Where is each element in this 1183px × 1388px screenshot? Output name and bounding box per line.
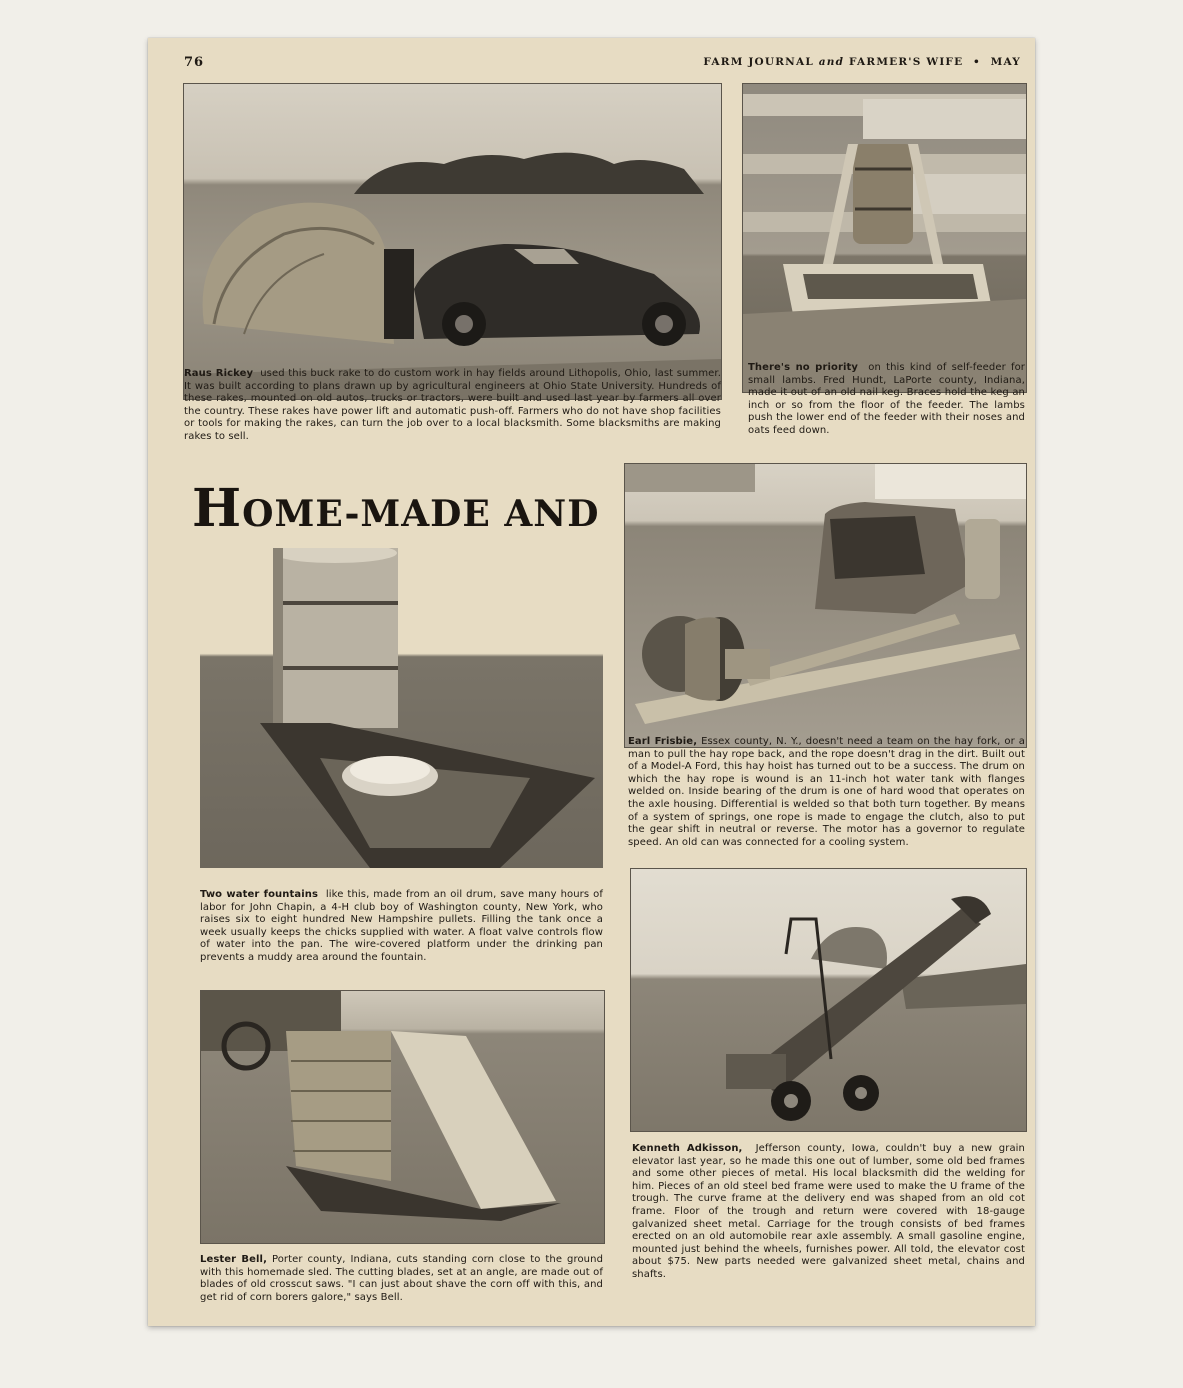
masthead: FARM JOURNAL and FARMER'S WIFE • MAY [703, 56, 1021, 68]
caption-priority: There's no priority on this kind of self-feeder for small lambs. Fred Hundt, LaPorte county, Indiana, made it out of an old nail keg. Braces hold the keg an inch or so from the floor of the feeder. The lambs push the lower end of the feeder with their noses and oats feed down. [748, 362, 1026, 436]
hay-hoist-photo [624, 463, 1027, 748]
page-header [184, 55, 1021, 71]
caption-fountains: Two water fountains like this, made from an oil drum, save many hours of labor for John Chapin, a 4-H club boy of Washington county, New York, who raises six to eight hundred New Hampshire pullets. Filling the tank once a week usually keeps the chicks supplied with water. A float valve controls flow of water into the pan. The wire-covered platform under the drinking pan prevents a muddy area around the fountain. [200, 889, 603, 963]
caption-rickey: Raus Rickey used this buck rake to do custom work in hay fields around Lithopolis, Ohio, last summer. It was built according to plans drawn up by agricultural engineers at Ohio State University. Hundreds of these rakes, mounted on old autos, trucks or tractors, were built and used last year by farmers all over the country. These rakes have power lift and automatic push-off. Farmers who do not have shop facilities or tools for making the rakes, can turn the job over to a local blacksmith. Some blacksmiths are making rakes to sell. [184, 368, 722, 442]
corn-sled-photo [200, 990, 605, 1244]
page-title: HOME-MADE AND [192, 478, 600, 539]
caption-bell: Lester Bell, Porter county, Indiana, cuts standing corn close to the ground with this homemade sled. The cutting blades, set at an angle, are made out of blades of old crosscut saws. "I can just about shave the corn off with this, and get rid of corn borers galore," says Bell. [200, 1254, 604, 1303]
lamb-feeder-photo [742, 83, 1027, 393]
page-number: 76 [184, 55, 205, 70]
caption-adkisson: Kenneth Adkisson, Jefferson county, Iowa, couldn't buy a new grain elevator last year, so he made this one out of lumber, some old bed frames and some other pieces of metal. His local blacksmith did the welding for him. Pieces of an old steel bed frame were used to make the U frame of the trough. The curve frame at the delivery end was shaped from an old cot frame. Floor of the trough and return were covered with 18-gauge galvanized sheet metal. Carriage for the trough consists of bed frames erected on an old automobile rear axle assembly. A small gasoline engine, mounted just behind the wheels, furnishes power. All told, the elevator cost about $75. New parts needed were galvanized sheet metal, chains and shafts. [632, 1143, 1025, 1280]
magazine-page [148, 38, 1035, 1326]
water-fountain-photo [200, 548, 603, 868]
buck-rake-photo [183, 83, 722, 400]
caption-frisbie: Earl Frisbie, Essex county, N. Y., doesn't need a team on the hay fork, or a man to pull the hay rope back, and the rope doesn't drag in the dirt. Built out of a Model-A Ford, this hay hoist has turned out to be a success. The drum on which the hay rope is wound is an 11-inch hot water tank with flanges welded on. Inside bearing of the drum is one of hard wood that operates on the axle housing. Differential is welded so that both turn together. By means of a system of springs, one rope is made to engage the clutch, also to put the gear shift in neutral or reverse. The motor has a governor to regulate speed. An old can was connected for a cooling system. [628, 736, 1025, 848]
grain-elevator-photo [630, 868, 1027, 1132]
